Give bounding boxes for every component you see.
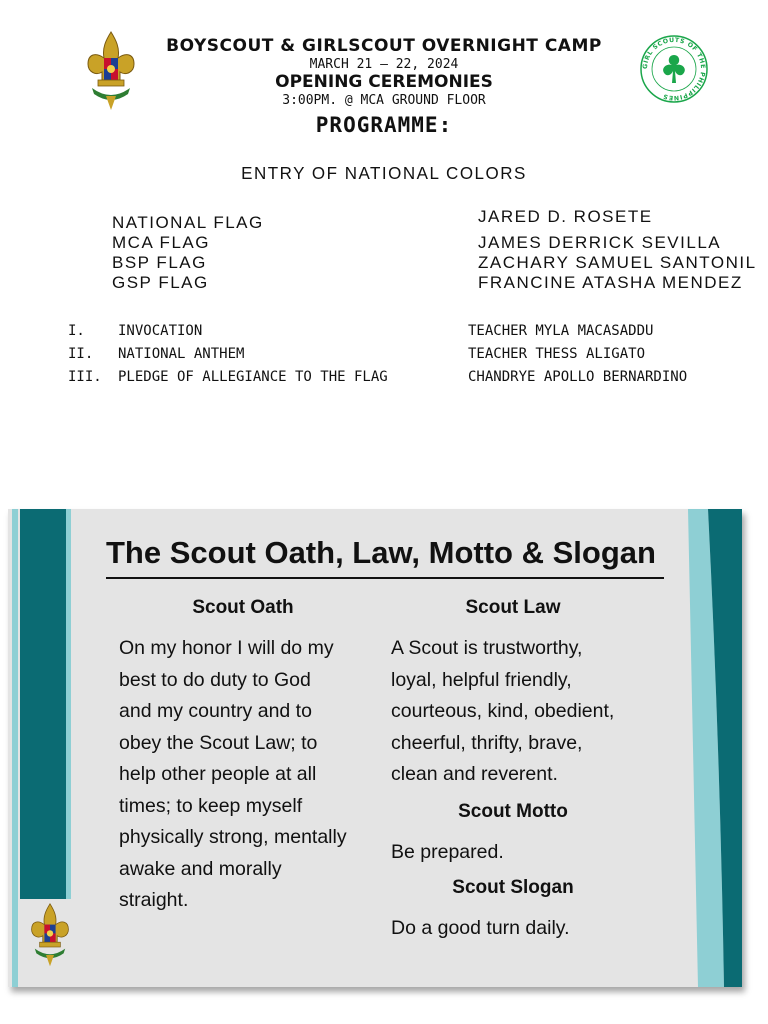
law-line: loyal, helpful friendly, xyxy=(391,668,572,691)
programme-row xyxy=(68,323,748,346)
flag-item: NATIONAL FLAG xyxy=(112,213,264,232)
event-subtitle: OPENING CEREMONIES xyxy=(275,72,493,92)
oath-line: physically strong, mentally xyxy=(119,826,347,848)
programme-item: PLEDGE OF ALLEGIANCE TO THE FLAG xyxy=(118,369,388,385)
scout-motto-text: Be prepared. xyxy=(391,841,504,863)
oath-line: help other people at all xyxy=(119,763,317,785)
law-line: clean and reverent. xyxy=(391,763,558,785)
programme-leader: TEACHER THESS ALIGATO xyxy=(468,346,646,362)
bsp-emblem-icon xyxy=(30,899,70,971)
scout-slogan-text: Do a good turn daily. xyxy=(391,917,570,939)
programme-item: INVOCATION xyxy=(118,323,203,339)
scout-law-text xyxy=(391,633,653,791)
oath-line: On my honor I will do my xyxy=(119,637,334,659)
programme-item: NATIONAL ANTHEM xyxy=(118,346,245,362)
scout-slogan-heading: Scout Slogan xyxy=(452,877,574,898)
programme-number: III. xyxy=(68,369,102,385)
programme-leader: TEACHER MYLA MACASADDU xyxy=(468,323,654,339)
event-venue: 3:00PM. @ MCA GROUND FLOOR xyxy=(282,93,486,108)
flag-bearer: JARED D. ROSETE xyxy=(478,207,653,226)
slide-title: The Scout Oath, Law, Motto & Slogan xyxy=(106,535,656,570)
scout-law-heading: Scout Law xyxy=(465,597,561,618)
programme-row xyxy=(68,369,748,392)
oath-line: awake and morally xyxy=(119,857,282,880)
flag-list xyxy=(112,213,264,293)
scout-motto-heading: Scout Motto xyxy=(458,801,568,822)
oath-line: and my country and to xyxy=(119,700,312,722)
title-underline xyxy=(106,577,664,579)
scout-oath-slide xyxy=(8,509,742,987)
programme-row xyxy=(68,346,748,369)
scout-oath-heading: Scout Oath xyxy=(192,597,294,618)
programme-number: II. xyxy=(68,346,94,362)
oath-line: best to do duty to God xyxy=(119,668,311,691)
flag-item: MCA FLAG xyxy=(112,233,210,252)
programme-list xyxy=(68,323,748,392)
flag-bearer: JAMES DERRICK SEVILLA xyxy=(478,233,722,252)
event-dates: MARCH 21 – 22, 2024 xyxy=(309,57,459,72)
law-line: A Scout is trustworthy, xyxy=(391,637,583,659)
entry-of-colors-heading: ENTRY OF NATIONAL COLORS xyxy=(241,163,527,184)
oath-line: straight. xyxy=(119,889,189,911)
programme-heading: PROGRAMME: xyxy=(315,113,453,137)
law-line: cheerful, thrifty, brave, xyxy=(391,731,583,754)
programme-leader: CHANDRYE APOLLO BERNARDINO xyxy=(468,369,688,385)
flag-item: BSP FLAG xyxy=(112,253,207,272)
oath-line: times; to keep myself xyxy=(119,794,303,817)
gsp-seal-text: GIRL SCOUTS OF THE PHILIPPINES xyxy=(641,36,707,102)
flag-bearer: ZACHARY SAMUEL SANTONIL xyxy=(478,253,757,272)
flag-bearer: FRANCINE ATASHA MENDEZ xyxy=(478,273,743,292)
law-line: courteous, kind, obedient, xyxy=(391,700,615,722)
programme-number: I. xyxy=(68,323,85,339)
oath-line: obey the Scout Law; to xyxy=(119,731,318,754)
scout-oath-text xyxy=(119,633,379,917)
flag-bearer-list xyxy=(478,207,757,293)
event-title: BOYSCOUT & GIRLSCOUT OVERNIGHT CAMP xyxy=(166,36,602,56)
flag-item: GSP FLAG xyxy=(112,273,209,292)
